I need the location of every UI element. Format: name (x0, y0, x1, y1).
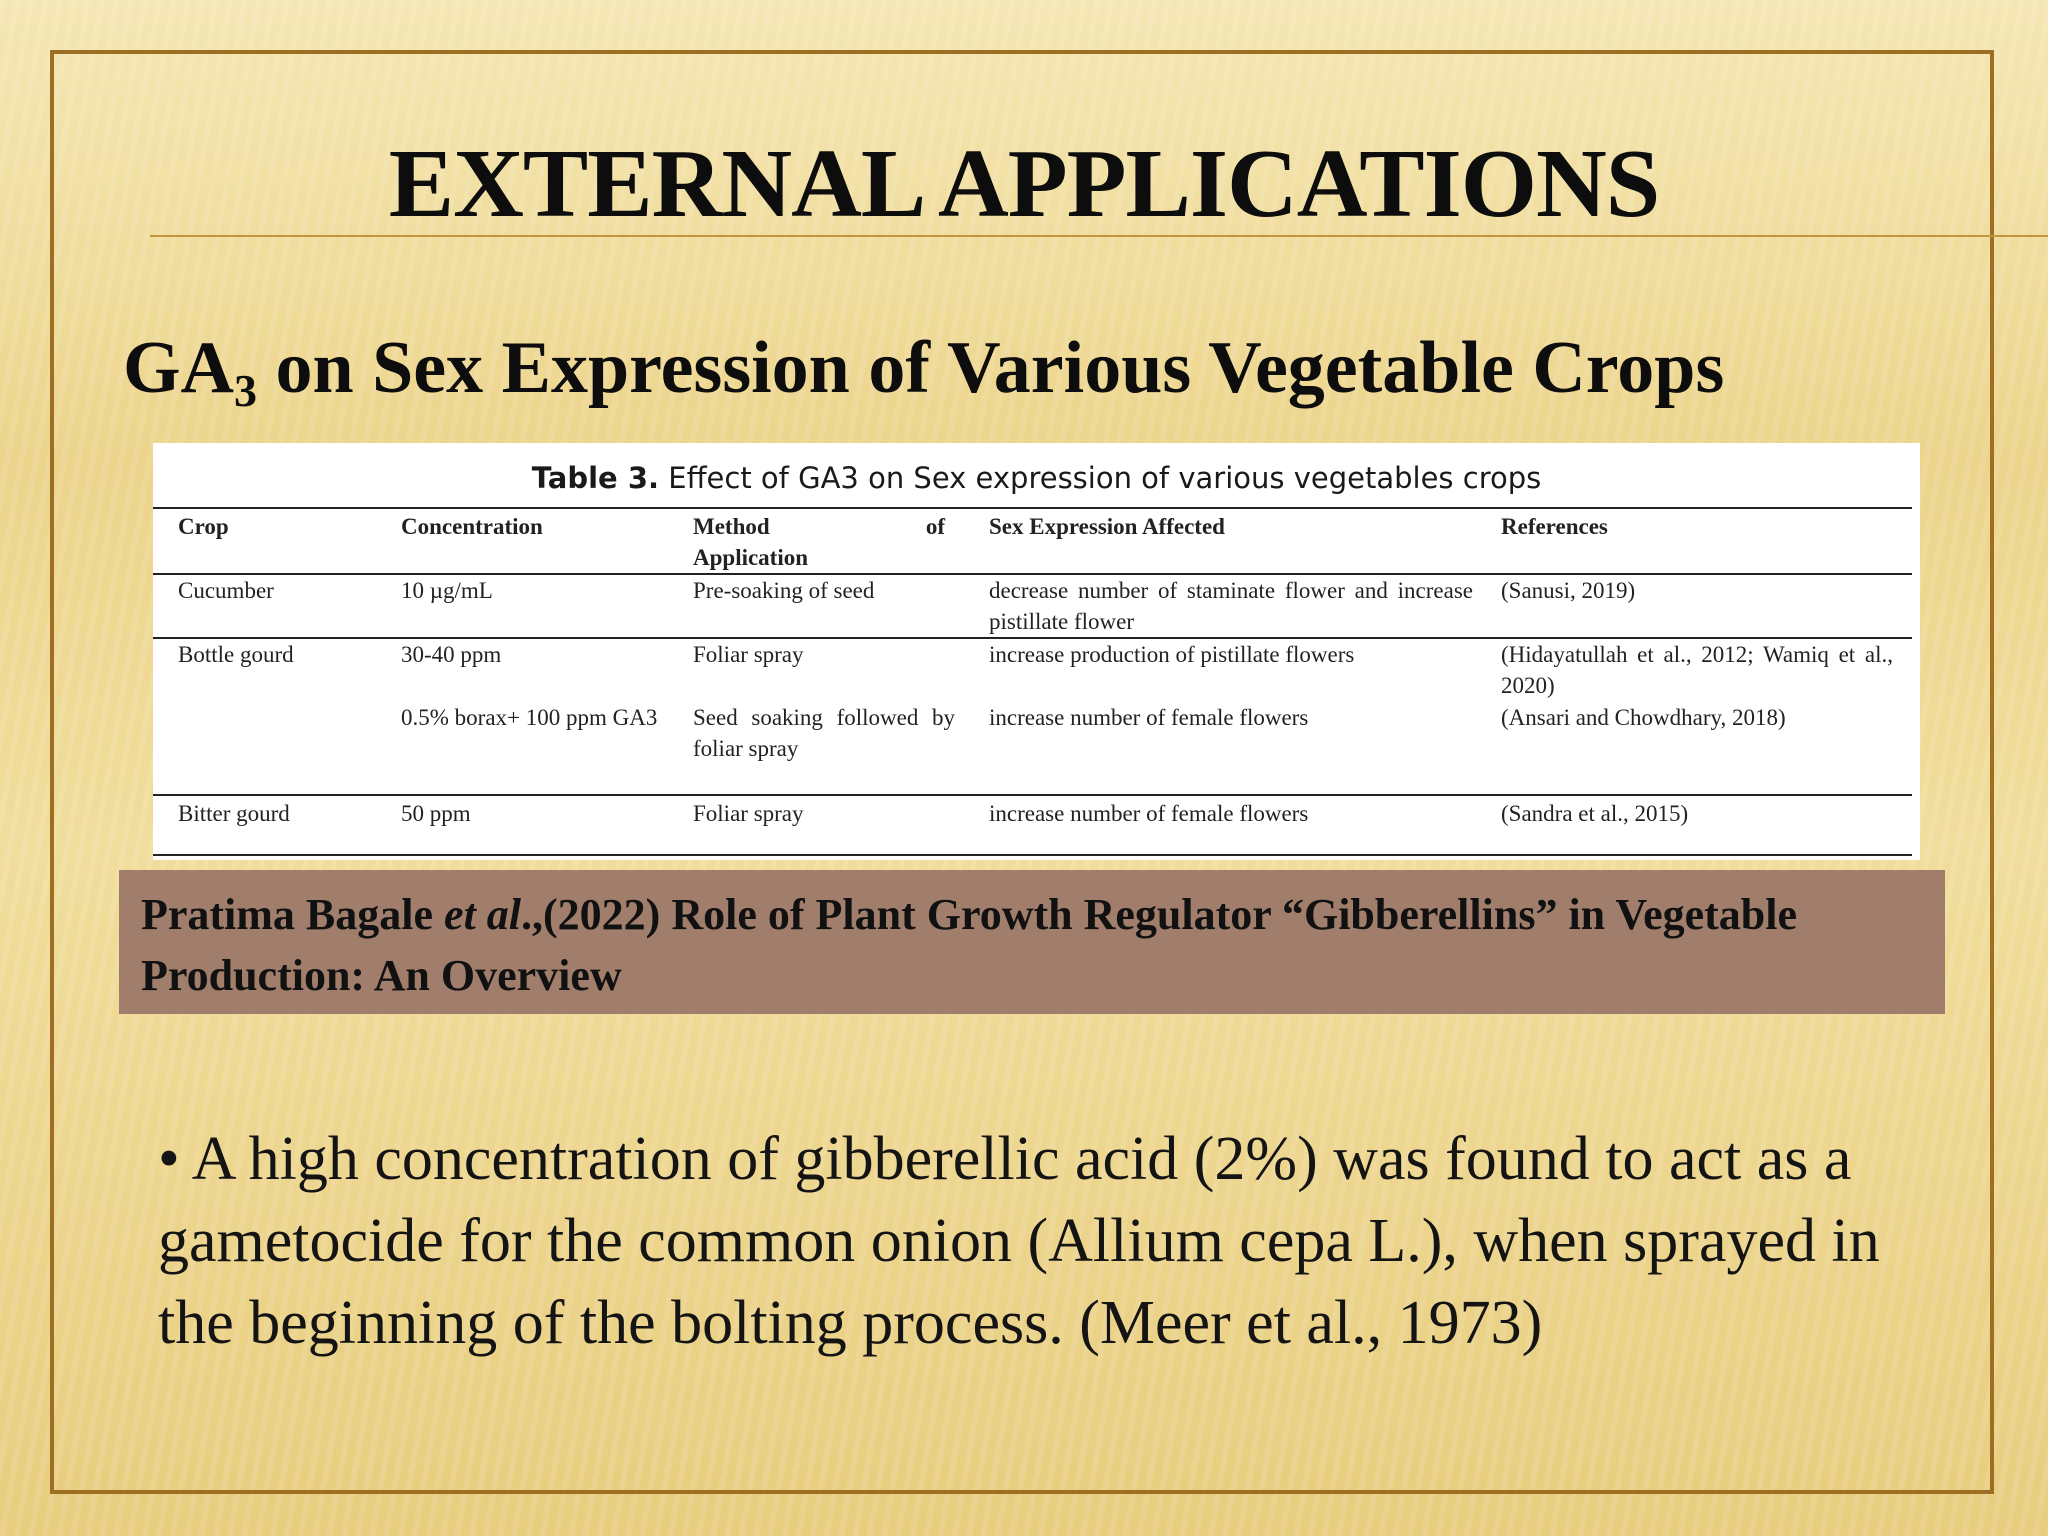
table-rule-top (153, 507, 1912, 509)
row1-method: Pre-soaking of seed (693, 578, 875, 603)
citation-box (119, 870, 1945, 1014)
row3-method: Seed soaking followed by foliar spray (693, 705, 955, 761)
row1-concentration: 10 µg/mL (401, 578, 493, 603)
citation-author: Pratima Bagale (141, 890, 445, 939)
row4-effect: increase number of female flowers (989, 801, 1309, 826)
header-method-line2: Application (693, 545, 809, 570)
subtitle-ga: GA (123, 327, 234, 409)
row1-effect: decrease number of staminate flower and increase pistillate flower (989, 578, 1473, 634)
bullet-point: • A high concentration of gibberellic acid (2%) was found to act as a gametocide for the common onion (Allium cepa L.), when sprayed in the beginning of the bolting process. (Meer et al., 1973) (158, 1125, 1880, 1357)
row3-concentration: 0.5% borax+ 100 ppm GA3 (401, 705, 658, 730)
table-rule-row2 (153, 794, 1912, 796)
slide-title: EXTERNAL APPLICATIONS (388, 130, 1660, 238)
row2-method: Foliar spray (693, 642, 804, 667)
row4-reference: (Sandra et al., 2015) (1501, 801, 1689, 826)
header-method-line1: Method of (693, 514, 945, 539)
row2-effect: increase production of pistillate flowers (989, 642, 1355, 667)
row2-reference: (Hidayatullah et al., 2012; Wamiq et al., 2020) (1501, 642, 1893, 698)
row2-crop: Bottle gourd (178, 642, 294, 667)
citation-text (141, 884, 1923, 1006)
header-concentration: Concentration (401, 514, 543, 539)
row2-concentration: 30-40 ppm (401, 642, 502, 667)
table-caption-text: Effect of GA3 on Sex expression of various vegetables crops (659, 461, 1542, 495)
slide-subtitle (123, 326, 1724, 417)
header-sex-expression: Sex Expression Affected (989, 514, 1225, 539)
table-rule-bottom (153, 854, 1912, 856)
subtitle-subscript: 3 (234, 365, 257, 416)
table-caption (153, 461, 1920, 495)
citation-title: .,(2022) Role of Plant Growth Regulator “Gibberellins” in Vegetable Production: An Overview (141, 890, 1798, 1000)
header-references: References (1501, 514, 1608, 539)
row1-reference: (Sanusi, 2019) (1501, 578, 1636, 603)
header-crop: Crop (178, 514, 229, 539)
ga3-table (153, 443, 1920, 860)
table-caption-label: Table 3. (531, 461, 660, 495)
citation-etal: et al (444, 890, 522, 939)
row4-method: Foliar spray (693, 801, 804, 826)
row3-reference: (Ansari and Chowdhary, 2018) (1501, 705, 1786, 730)
row4-crop: Bitter gourd (178, 801, 290, 826)
subtitle-rest: on Sex Expression of Various Vegetable Crops (257, 327, 1725, 409)
row4-concentration: 50 ppm (401, 801, 471, 826)
row1-crop: Cucumber (178, 578, 274, 603)
row3-effect: increase number of female flowers (989, 705, 1309, 730)
